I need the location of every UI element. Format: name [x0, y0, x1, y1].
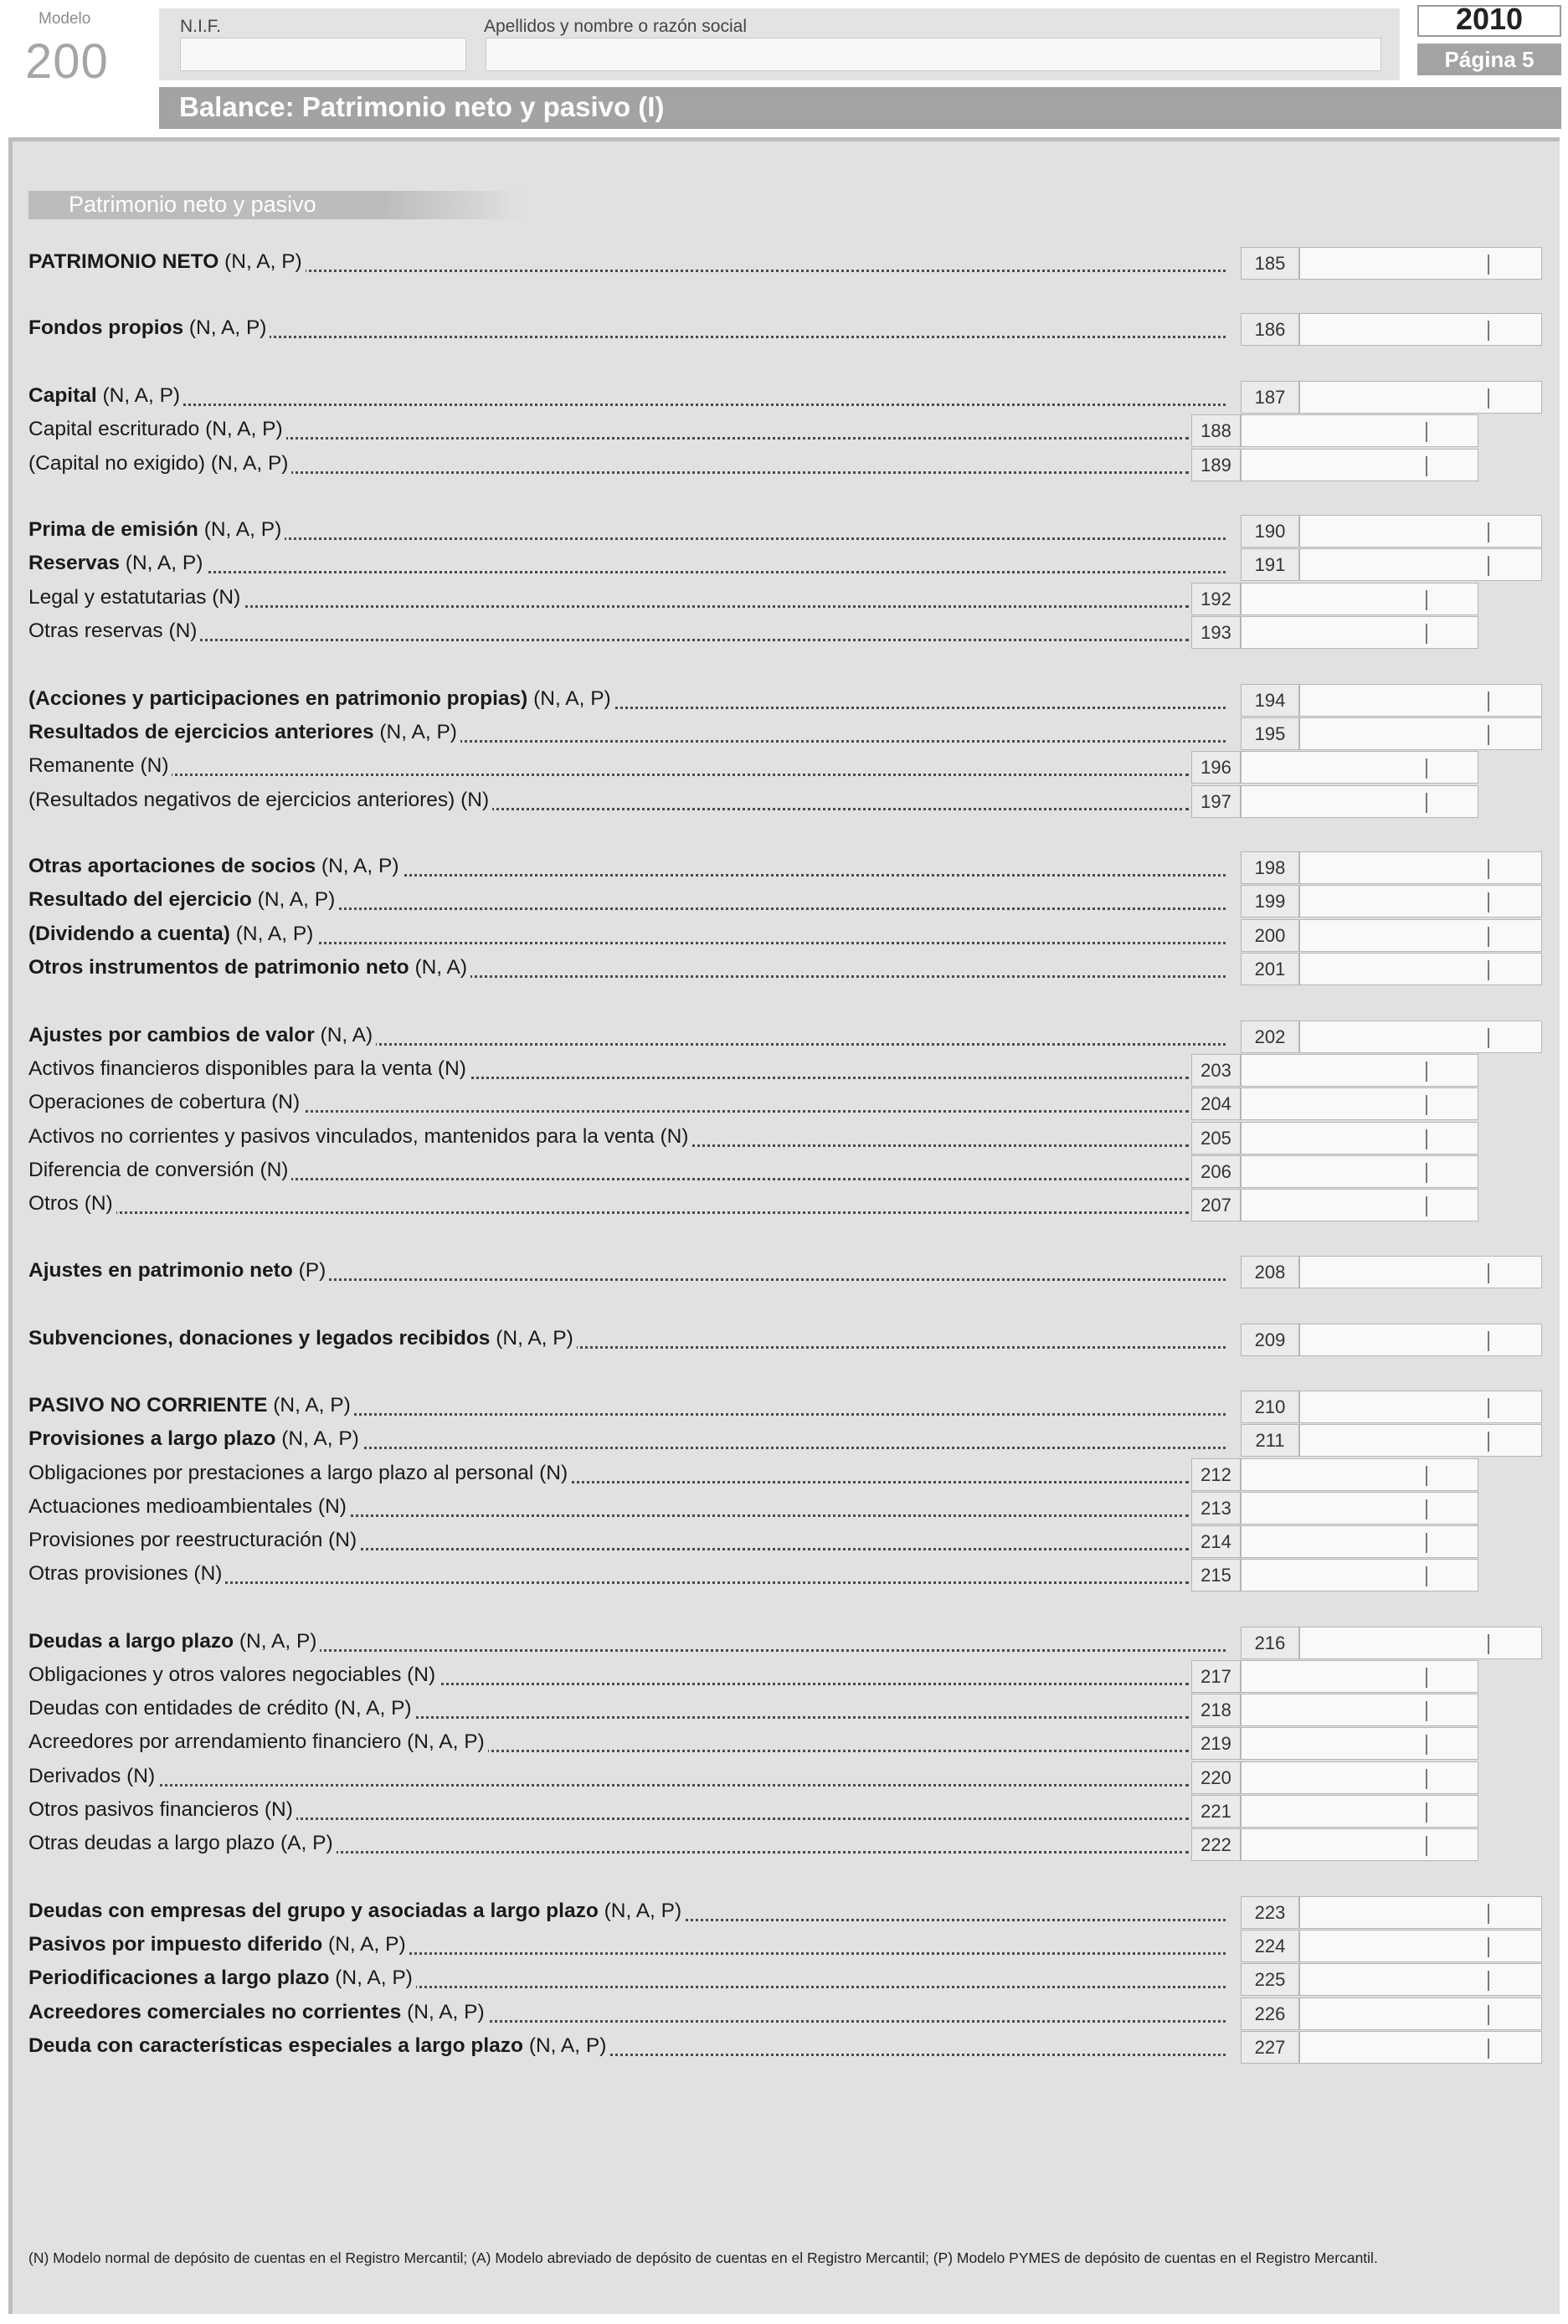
decimal-separator-mark	[1426, 1769, 1427, 1789]
row-label	[28, 1765, 158, 1787]
row-label-text: (N, A, P)	[598, 1900, 682, 1922]
box-code: 222	[1191, 1828, 1241, 1861]
row-label	[28, 384, 183, 407]
row-label	[28, 855, 403, 877]
row-label-text: Activos no corrientes y pasivos vinculados, mantenidos para la venta (N)	[28, 1125, 689, 1148]
row-212	[28, 1457, 1189, 1490]
box-code: 206	[1191, 1155, 1241, 1188]
decimal-separator-mark	[1488, 927, 1489, 947]
box-code: 204	[1191, 1087, 1241, 1120]
box-code: 227	[1241, 2031, 1299, 2064]
row-label-text: (N, A, P)	[322, 1933, 406, 1956]
row-label-bold: Provisiones a largo plazo	[28, 1427, 276, 1450]
decimal-separator-mark	[1488, 2005, 1489, 2025]
box-code: 219	[1191, 1727, 1241, 1760]
box-code: 223	[1241, 1896, 1299, 1929]
row-217	[28, 1658, 1189, 1692]
box-code: 203	[1191, 1054, 1241, 1087]
amount-field-207[interactable]	[1241, 1189, 1478, 1221]
amount-field-195[interactable]	[1299, 717, 1542, 750]
row-label	[28, 1024, 376, 1046]
box-code: 214	[1191, 1525, 1241, 1558]
row-label	[28, 586, 244, 609]
amount-field-187[interactable]	[1299, 381, 1542, 414]
row-186	[28, 311, 1226, 345]
decimal-separator-mark	[1426, 624, 1427, 644]
row-190	[28, 513, 1226, 547]
row-213	[28, 1490, 1189, 1524]
row-192	[28, 581, 1189, 614]
decimal-separator-mark	[1488, 892, 1489, 913]
row-label-text: (Capital no exigido) (N, A, P)	[28, 452, 289, 475]
box-code: 200	[1241, 919, 1299, 952]
row-label-text: Acreedores por arrendamiento financiero (N, A, P)	[28, 1730, 485, 1753]
row-218	[28, 1692, 1189, 1725]
amount-field-223[interactable]	[1299, 1896, 1542, 1929]
box-code: 225	[1241, 1963, 1299, 1996]
row-label-bold: Periodificaciones a largo plazo	[28, 1967, 330, 1989]
box-code: 197	[1191, 785, 1241, 818]
row-label-text: Obligaciones por prestaciones a largo plazo al personal (N)	[28, 1462, 568, 1484]
decimal-separator-mark	[1426, 1196, 1427, 1216]
row-196	[28, 749, 1189, 783]
amount-field-191[interactable]	[1299, 548, 1542, 581]
amount-field-220[interactable]	[1241, 1761, 1478, 1794]
name-label: Apellidos y nombre o razón social	[484, 17, 747, 36]
amount-field-218[interactable]	[1241, 1694, 1478, 1726]
box-code: 207	[1191, 1189, 1241, 1221]
amount-field-185[interactable]	[1299, 247, 1542, 280]
box-code: 212	[1191, 1458, 1241, 1491]
decimal-separator-mark	[1488, 522, 1489, 542]
row-label	[28, 1697, 415, 1720]
nif-label: N.I.F.	[180, 17, 222, 36]
row-193	[28, 614, 1189, 648]
amount-field-202[interactable]	[1299, 1021, 1542, 1053]
decimal-separator-mark	[1488, 1263, 1489, 1283]
row-205	[28, 1120, 1189, 1154]
decimal-separator-mark	[1488, 556, 1489, 576]
row-label	[28, 1495, 350, 1518]
amount-field-189[interactable]	[1241, 449, 1478, 481]
row-210	[28, 1389, 1226, 1422]
row-label-text: (N, A, P)	[96, 384, 181, 407]
decimal-separator-mark	[1426, 758, 1427, 779]
row-label	[28, 1900, 685, 1922]
row-label-text: Diferencia de conversión (N)	[28, 1159, 289, 1181]
row-label-text: (N, A, P)	[316, 855, 399, 877]
row-label-bold: Otras aportaciones de socios	[28, 855, 316, 877]
decimal-separator-mark	[1426, 1668, 1427, 1688]
box-code: 194	[1241, 684, 1299, 717]
amount-field-227[interactable]	[1299, 2031, 1542, 2064]
row-label-bold: Fondos propios	[28, 316, 184, 339]
decimal-separator-mark	[1426, 1163, 1427, 1183]
row-225	[28, 1962, 1226, 1995]
row-label-text: (N, A)	[314, 1024, 373, 1046]
row-label-text: (P)	[292, 1259, 326, 1282]
row-label	[28, 620, 200, 642]
row-label	[28, 1259, 329, 1282]
row-label	[28, 1630, 320, 1653]
row-label-text: Deudas con entidades de crédito (N, A, P)	[28, 1697, 412, 1720]
amount-field-206[interactable]	[1241, 1155, 1478, 1188]
row-label-bold: Resultado del ejercicio	[28, 888, 252, 911]
box-code: 192	[1191, 583, 1241, 615]
box-code: 198	[1241, 851, 1299, 884]
box-code: 201	[1241, 953, 1299, 985]
dot-leader	[28, 404, 1226, 406]
box-code: 218	[1191, 1694, 1241, 1726]
row-label	[28, 2001, 488, 2023]
row-label	[28, 687, 614, 710]
row-label-text: Derivados (N)	[28, 1765, 156, 1787]
row-216	[28, 1625, 1226, 1658]
box-code: 221	[1191, 1795, 1241, 1828]
box-code: 186	[1241, 313, 1299, 346]
amount-field-215[interactable]	[1241, 1559, 1478, 1591]
amount-field-196[interactable]	[1241, 751, 1478, 784]
row-label-text: (N, A, P)	[229, 923, 314, 945]
row-label	[28, 1327, 577, 1350]
decimal-separator-mark	[1488, 2039, 1489, 2059]
row-label	[28, 552, 206, 574]
amount-field-219[interactable]	[1241, 1727, 1478, 1760]
name-field[interactable]	[486, 38, 1381, 71]
amount-field-211[interactable]	[1299, 1424, 1542, 1457]
amount-field-201[interactable]	[1299, 953, 1542, 985]
decimal-separator-mark	[1426, 422, 1427, 442]
row-label-bold: (Dividendo a cuenta)	[28, 923, 230, 945]
decimal-separator-mark	[1426, 1802, 1427, 1823]
row-label	[28, 518, 285, 541]
row-label-bold: (Acciones y participaciones en patrimonio propias)	[28, 687, 528, 710]
decimal-separator-mark	[1426, 1062, 1427, 1082]
amount-field-193[interactable]	[1241, 616, 1478, 649]
row-label-bold: Deudas a largo plazo	[28, 1630, 234, 1653]
row-label-text: (N, A, P)	[218, 250, 302, 273]
decimal-separator-mark	[1488, 1432, 1489, 1452]
row-label	[28, 956, 470, 979]
footnote: (N) Modelo normal de depósito de cuentas en el Registro Mercantil; (A) Modelo abreviado de depósito de cuentas en el Registro Mercantil; (P) Modelo PYMES de depósito de cuentas en el Registro Mercantil.	[28, 2249, 1378, 2266]
amount-field-214[interactable]	[1241, 1525, 1478, 1558]
row-label-bold: Prima de emisión	[28, 518, 198, 541]
row-label-text: (N, A, P)	[527, 687, 611, 710]
row-214	[28, 1524, 1189, 1557]
row-222	[28, 1827, 1189, 1860]
amount-field-186[interactable]	[1299, 313, 1542, 346]
row-label-bold: Capital	[28, 384, 97, 407]
decimal-separator-mark	[1426, 1533, 1427, 1553]
decimal-separator-mark	[1488, 725, 1489, 745]
row-label	[28, 1057, 470, 1080]
row-label	[28, 1462, 571, 1484]
row-199	[28, 883, 1226, 917]
row-label	[28, 888, 338, 911]
row-label-text: (N, A, P)	[119, 552, 203, 574]
box-code: 187	[1241, 381, 1299, 414]
amount-field-204[interactable]	[1241, 1087, 1478, 1120]
decimal-separator-mark	[1488, 1971, 1489, 1991]
row-204	[28, 1086, 1189, 1119]
row-label-bold: Deuda con características especiales a largo plazo	[28, 2034, 524, 2057]
row-label	[28, 418, 286, 440]
row-label	[28, 1832, 337, 1854]
row-226	[28, 1996, 1226, 2029]
row-label	[28, 1125, 691, 1148]
row-label-text: Capital escriturado (N, A, P)	[28, 418, 283, 440]
row-label-text: Remanente (N)	[28, 754, 169, 777]
dot-leader	[28, 1784, 1189, 1787]
row-201	[28, 951, 1226, 985]
row-label-text: (N, A, P)	[523, 2034, 607, 2057]
decimal-separator-mark	[1488, 255, 1489, 275]
row-label-text: Obligaciones y otros valores negociables (N)	[28, 1663, 436, 1686]
row-label-text: Otras provisiones (N)	[28, 1562, 223, 1585]
box-code: 216	[1241, 1627, 1299, 1659]
decimal-separator-mark	[1488, 1331, 1489, 1351]
amount-field-205[interactable]	[1241, 1122, 1478, 1154]
row-label-text: (N, A, P)	[234, 1630, 317, 1653]
row-206	[28, 1154, 1189, 1187]
box-code: 189	[1191, 449, 1241, 481]
row-label	[28, 1427, 362, 1450]
decimal-separator-mark	[1426, 1566, 1427, 1586]
decimal-separator-mark	[1426, 1129, 1427, 1149]
row-label-text: Otras deudas a largo plazo (A, P)	[28, 1832, 333, 1854]
box-code: 211	[1241, 1424, 1299, 1457]
box-code: 220	[1191, 1761, 1241, 1794]
row-label	[28, 1529, 360, 1551]
row-207	[28, 1187, 1189, 1221]
box-code: 215	[1191, 1559, 1241, 1591]
row-label-text: Provisiones por reestructuración (N)	[28, 1529, 357, 1551]
row-label-text: (N, A, P)	[329, 1967, 413, 1989]
row-label-text: (N, A, P)	[267, 1394, 351, 1417]
row-211	[28, 1422, 1226, 1456]
row-219	[28, 1725, 1189, 1759]
box-code: 196	[1191, 751, 1241, 784]
row-label	[28, 250, 306, 273]
box-code: 213	[1191, 1492, 1241, 1524]
decimal-separator-mark	[1426, 1735, 1427, 1755]
box-code: 210	[1241, 1391, 1299, 1423]
row-label-text: Legal y estatutarias (N)	[28, 586, 241, 609]
row-label	[28, 1730, 488, 1753]
box-code: 190	[1241, 515, 1299, 548]
decimal-separator-mark	[1426, 1499, 1427, 1519]
row-label	[28, 1798, 296, 1821]
amount-field-197[interactable]	[1241, 785, 1478, 818]
decimal-separator-mark	[1488, 1634, 1489, 1654]
section-title: Patrimonio neto y pasivo	[69, 192, 316, 217]
row-label-bold: PASIVO NO CORRIENTE	[28, 1394, 268, 1417]
box-code: 209	[1241, 1324, 1299, 1356]
amount-field-200[interactable]	[1299, 919, 1542, 952]
row-label	[28, 923, 316, 945]
box-code: 205	[1191, 1122, 1241, 1154]
row-188	[28, 413, 1189, 446]
nif-field[interactable]	[180, 38, 466, 71]
row-label	[28, 1192, 116, 1215]
row-label-bold: Acreedores comerciales no corrientes	[28, 2001, 402, 2023]
row-197	[28, 784, 1189, 817]
row-194	[28, 682, 1226, 716]
row-label-text: (N, A)	[409, 956, 468, 979]
box-code: 195	[1241, 717, 1299, 750]
row-label-bold: Ajustes por cambios de valor	[28, 1024, 315, 1046]
dot-leader	[28, 774, 1189, 776]
row-label-text: Otros (N)	[28, 1192, 113, 1215]
amount-field-210[interactable]	[1299, 1391, 1542, 1423]
modelo-label: Modelo	[39, 10, 91, 28]
row-label	[28, 1091, 303, 1113]
amount-field-224[interactable]	[1299, 1930, 1542, 1962]
row-label	[28, 1663, 439, 1686]
decimal-separator-mark	[1426, 793, 1427, 813]
row-223	[28, 1895, 1226, 1928]
amount-field-216[interactable]	[1299, 1627, 1542, 1659]
box-code: 217	[1191, 1660, 1241, 1693]
decimal-separator-mark	[1488, 321, 1489, 341]
amount-field-209[interactable]	[1299, 1324, 1542, 1356]
amount-field-188[interactable]	[1241, 414, 1478, 447]
amount-field-222[interactable]	[1241, 1828, 1478, 1861]
row-209	[28, 1322, 1226, 1355]
box-code: 191	[1241, 548, 1299, 581]
dot-leader	[28, 571, 1226, 573]
box-code: 199	[1241, 885, 1299, 918]
modelo-number: 200	[25, 34, 109, 89]
amount-field-203[interactable]	[1241, 1054, 1478, 1087]
row-label	[28, 754, 172, 777]
row-224	[28, 1928, 1226, 1962]
decimal-separator-mark	[1426, 456, 1427, 476]
row-227	[28, 2029, 1226, 2063]
row-label-text: Otras reservas (N)	[28, 620, 198, 642]
dot-leader	[28, 1211, 1189, 1214]
decimal-separator-mark	[1488, 692, 1489, 712]
row-220	[28, 1760, 1189, 1793]
row-202	[28, 1019, 1226, 1052]
amount-field-199[interactable]	[1299, 885, 1542, 918]
row-label-bold: PATRIMONIO NETO	[28, 250, 219, 273]
row-label-text: (N, A, P)	[275, 1427, 359, 1450]
row-label-text: (N, A, P)	[490, 1327, 573, 1350]
amount-field-212[interactable]	[1241, 1458, 1478, 1491]
row-label	[28, 789, 492, 811]
row-label-bold: Subvenciones, donaciones y legados recibidos	[28, 1327, 491, 1350]
amount-field-190[interactable]	[1299, 515, 1542, 548]
page-title: Balance: Patrimonio neto y pasivo (I)	[179, 91, 665, 122]
amount-field-192[interactable]	[1241, 583, 1478, 615]
row-label-text: (N, A, P)	[251, 888, 336, 911]
row-label-text: Otros pasivos financieros (N)	[28, 1798, 293, 1821]
row-label-text: Actuaciones medioambientales (N)	[28, 1495, 347, 1518]
decimal-separator-mark	[1426, 1466, 1427, 1486]
row-label	[28, 1562, 225, 1585]
amount-field-213[interactable]	[1241, 1492, 1478, 1524]
row-label	[28, 452, 291, 475]
page-badge: Página 5	[1417, 44, 1561, 75]
row-215	[28, 1557, 1189, 1591]
dot-leader	[28, 639, 1189, 641]
row-label-text: Activos financieros disponibles para la venta (N)	[28, 1057, 466, 1080]
amount-field-226[interactable]	[1299, 1998, 1542, 2030]
row-label-text: Operaciones de cobertura (N)	[28, 1091, 301, 1113]
amount-field-225[interactable]	[1299, 1963, 1542, 1996]
row-label-text: (Resultados negativos de ejercicios anteriores) (N)	[28, 789, 490, 811]
box-code: 208	[1241, 1256, 1299, 1288]
row-label-bold: Pasivos por impuesto diferido	[28, 1933, 323, 1956]
decimal-separator-mark	[1488, 1398, 1489, 1418]
year-text: 2010	[1455, 2, 1524, 36]
row-187	[28, 379, 1226, 413]
box-code: 202	[1241, 1021, 1299, 1053]
row-label-text: (N, A, P)	[373, 721, 457, 743]
row-label-bold: Ajustes en patrimonio neto	[28, 1259, 293, 1282]
box-code: 193	[1191, 616, 1241, 649]
decimal-separator-mark	[1488, 1904, 1489, 1924]
decimal-separator-mark	[1426, 1836, 1427, 1856]
amount-field-221[interactable]	[1241, 1795, 1478, 1828]
decimal-separator-mark	[1426, 590, 1427, 610]
row-189	[28, 447, 1189, 481]
box-code: 226	[1241, 1998, 1299, 2030]
row-203	[28, 1052, 1189, 1086]
amount-field-217[interactable]	[1241, 1660, 1478, 1693]
box-code: 224	[1241, 1930, 1299, 1962]
decimal-separator-mark	[1426, 1095, 1427, 1115]
decimal-separator-mark	[1488, 388, 1489, 409]
row-label-bold: Deudas con empresas del grupo y asociadas a largo plazo	[28, 1900, 599, 1922]
amount-field-194[interactable]	[1299, 684, 1542, 717]
row-label	[28, 1967, 416, 1989]
row-200	[28, 918, 1226, 951]
row-label-text: (N, A, P)	[401, 2001, 485, 2023]
row-label	[28, 1159, 291, 1181]
decimal-separator-mark	[1488, 960, 1489, 980]
row-label-bold: Otros instrumentos de patrimonio neto	[28, 956, 409, 979]
decimal-separator-mark	[1426, 1701, 1427, 1721]
decimal-separator-mark	[1488, 1028, 1489, 1048]
box-code: 185	[1241, 247, 1299, 280]
row-195	[28, 716, 1226, 749]
row-221	[28, 1793, 1189, 1827]
row-label	[28, 316, 270, 339]
row-198	[28, 850, 1226, 883]
row-label-bold: Resultados de ejercicios anteriores	[28, 721, 374, 743]
row-label	[28, 2034, 609, 2057]
decimal-separator-mark	[1488, 859, 1489, 879]
decimal-separator-mark	[1488, 1937, 1489, 1957]
row-label	[28, 721, 460, 743]
row-label	[28, 1933, 409, 1956]
amount-field-208[interactable]	[1299, 1256, 1542, 1288]
row-208	[28, 1254, 1226, 1288]
row-label-bold: Reservas	[28, 552, 120, 574]
row-185	[28, 245, 1226, 279]
row-label-text: (N, A, P)	[183, 316, 267, 339]
row-label-text: (N, A, P)	[198, 518, 282, 541]
box-code: 188	[1191, 414, 1241, 447]
row-label	[28, 1394, 354, 1417]
row-191	[28, 547, 1226, 580]
amount-field-198[interactable]	[1299, 851, 1542, 884]
